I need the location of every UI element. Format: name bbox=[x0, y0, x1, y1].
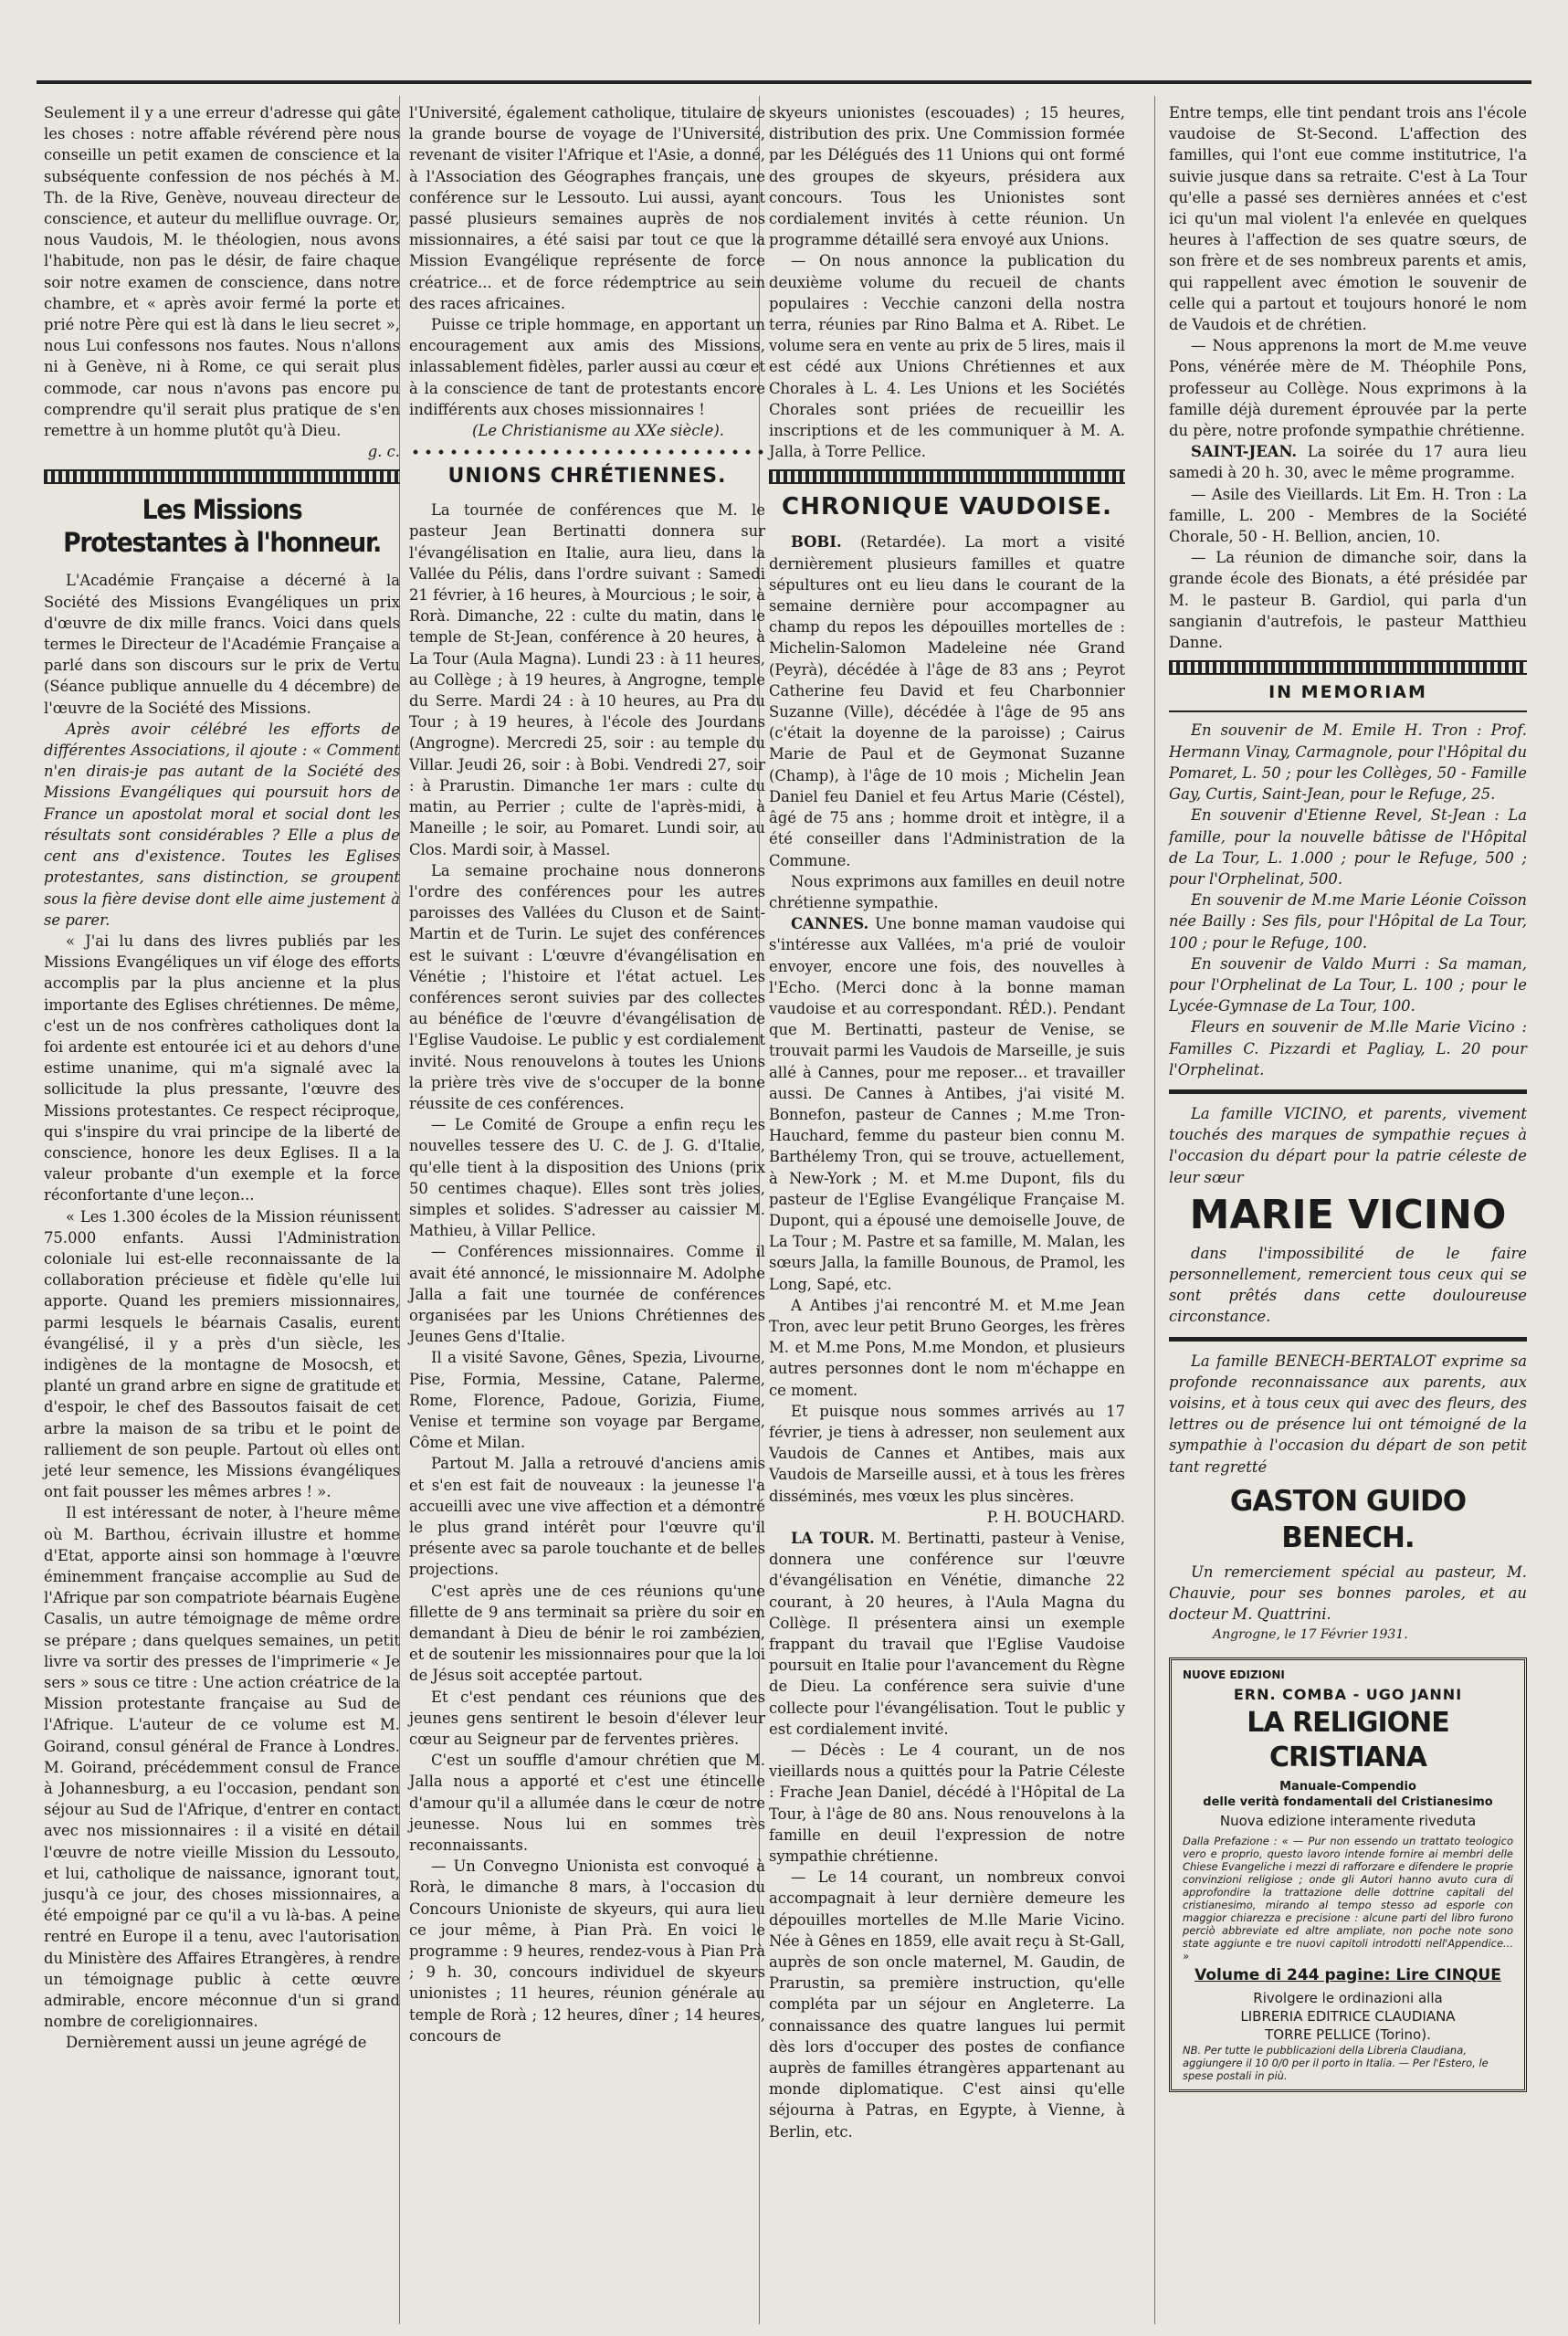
paragraph: Puisse ce triple hommage, en apportant un encouragement aux amis des Missions, inlassablement fidèles, parler aussi au cœur et à la conscience de tant de protestants encore indifférents aux choses missionnaires ! bbox=[409, 316, 765, 418]
paragraph: Et puisque nous sommes arrivés au 17 février, je tiens à adresser, non seulement aux Vaudois de Cannes et Antibes, mais aux Vaudois de Marseille aussi, et à tous les frères disséminés, mes vœux les plus sincères. bbox=[769, 1402, 1125, 1505]
memoriam-entry: En souvenir de M.me Marie Léonie Coïsson née Bailly : Ses fils, pour l'Hôpital de La Tour, 100 ; pour le Refuge, 100. bbox=[1169, 891, 1527, 952]
notice-text: La famille BENECH-BERTALOT exprime sa profonde reconnaissance aux parents, aux voisins, et à tous ceux qui avec des fleurs, des lettres ou de présence lui ont témoigné de la sympathie à l'occasion du départ de son petit tant regretté bbox=[1169, 1352, 1527, 1476]
ad-subtitle: Manuale-Compendio bbox=[1279, 1779, 1416, 1794]
place-name: LA TOUR. bbox=[791, 1530, 875, 1547]
paragraph: C'est un souffle d'amour chrétien que M. Jalla nous a apporté et c'est une étincelle d'amour qu'il a allumée dans le cœur de notre jeunesse. Nous lui en sommes très reconnaissants. bbox=[409, 1752, 765, 1855]
notice-name: MARIE VICINO bbox=[1189, 1191, 1507, 1238]
paragraph: Après avoir célébré les efforts de différentes Associations, il ajoute : « Comment n'en dirais-je pas autant de la Société des Missions Evangéliques qui poursuit hors de France un apostolat moral et social dont les résultats sont considérables ? Elle a plus de cent ans d'existence. Toutes les Eglises protestantes, sans distinction, se groupent sous la fière devise dont elle aime justement à se parer. bbox=[44, 720, 400, 929]
paragraph: Nous exprimons aux familles en deuil notre chrétienne sympathie. bbox=[769, 872, 1125, 911]
paragraph: C'est après une de ces réunions qu'une fillette de 9 ans terminait sa prière du soir en demandant à Dieu de bénir le roi zambézien, et de soutenir les missionnaires pour que la loi de Jésus soit acceptée partout. bbox=[409, 1582, 765, 1685]
paragraph: Seulement il y a une erreur d'adresse qui gâte les choses : notre affable révérend père nous conseille un petit examen de conscience et la subséquente confession de nos péchés à M. Th. de la Rive, Genève, nouveau directeur de conscience, et auteur du melliflue ouvrage. Or, nous Vaudois, M. le théologien, nous avons l'habitude, non pas le désir, de faire chaque soir notre examen de conscience, dans notre chambre, et « après avoir fermé la porte et prié notre Père qui est là dans le lieu secret », nous Lui confessons nos fautes. Nous n'allons ni à Genève, ni à Rome, ce qui serait plus commode, car nous n'avons pas encore pu comprendre qu'il serait plus pratique de s'en remettre à un homme plutôt qu'à Dieu. bbox=[44, 104, 400, 440]
paragraph-text: Une bonne maman vaudoise qui s'intéresse aux Vallées, m'a prié de vouloir envoyer, encore une fois, des nouvelles à l'Echo. (Merci donc à la bonne maman vaudoise et au correspondant. RÉD.). Pendant que M. Bertinatti, pasteur de Venise, se trouvait parmi les Vaudois de Marseille, je suis allé à Cannes, pour me reposer... et travailler aussi. De Cannes à Antibes, j'ai visité M. Bonnefon, pasteur de Cannes ; M.me Tron-Hauchard, femme du pasteur bien connu M. Barthélemy Tron, qui se trouve, actuellement, à New-York ; M. et M.me Dupont, fils du pasteur de l'Eglise Evangélique Française M. Dupont, qui a épousé une demoiselle Jouve, de La Tour ; M. Pastre et sa famille, M. Malan, les sœurs Jalla, la famille Bounous, de Pramol, les Long, Sapé, etc. bbox=[769, 915, 1125, 1293]
ad-title: LA RELIGIONE CRISTIANA bbox=[1247, 1706, 1449, 1773]
notice-text: dans l'impossibilité de le faire personnellement, remercient tous ceux qui se sont prêtés dans cette douloureuse circonstance. bbox=[1169, 1244, 1527, 1326]
paragraph-text: La soirée du 17 aura lieu samedi à 20 h. 30, avec le même programme. bbox=[1169, 443, 1527, 482]
ad-order: TORRE PELLICE (Torino). bbox=[1265, 2026, 1431, 2043]
paragraph: — On nous annonce la publication du deuxième volume du recueil de chants populaires : Vecchie canzoni della nostra terra, réunies par Rino Balma et A. Ribet. Le volume sera en vente au prix de 5 lires, mais il est cédé aux Unions Chrétiennes et aux Chorales à L. 4. Les Unions et les Sociétés Chorales sont priées de recueillir les inscriptions et de les communiquer à M. A. Jalla, à Torre Pellice. bbox=[769, 252, 1125, 461]
rule bbox=[1169, 1089, 1527, 1094]
paragraph-text: (Retardée). La mort a visité dernièrement plusieurs familles et quatre sépultures ont eu lieu dans le courant de la semaine dernière pour accompagner au champ du repos les dépouilles mortelles de : Michelin-Salomon Madeleine née Grand (Peyrà), décédée à l'âge de 83 ans ; Peyrot Catherine feu David et feu Charbonnier Suzanne (Ville), décédée à l'âge de 95 ans (c'était la doyenne de la paroisse) ; Cairus Marie de Paul et de Geymonat Suzanne (Champ), à l'âge de 10 mois ; Michelin Jean Daniel feu Daniel et feu Artus Marie (Céstel), âgé de 75 ans ; homme droit et intègre, il a été conseiller dans l'Administration de la Commune. bbox=[769, 533, 1126, 869]
paragraph bbox=[769, 1528, 1125, 1740]
paragraph: Il est intéressant de noter, à l'heure même où M. Barthou, écrivain illustre et homme d'Etat, apporte ainsi son hommage à l'œuvre éminemment française accomplie au Sud de l'Afrique par son compatriote béarnais Eugène Casalis, un autre témoignage de même ordre se prépare ; dans quelques semaines, un petit livre va sortir des presses de l'imprimerie « Je sers » sous ce titre : Une action créatrice de la Mission protestante française au Sud de l'Afrique. L'auteur de ce volume est M. Goirand, consul général de France à Londres. M. Goirand, précédemment consul de France à Johannesburg, a eu l'occasion, pendant son séjour au Sud de l'Afrique, d'entrer en contact avec nos missionnaires : il a visité en détail l'œuvre de notre vieille Mission du Lessouto, et lui, catholique de naissance, ignorant tout, jusqu'à ce jour, des choses missionnaires, a été empoigné par ce qu'il a vu là-bas. A peine rentré en Europe il a tenu, avec l'autorisation du Ministère des Affaires Etrangères, à rendre un témoignage public à cette œuvre admirable, encore méconnue d'un si grand nombre de coreligionnaires. bbox=[44, 1504, 400, 2031]
ad-preface: Dalla Prefazione : « — Pur non essendo un trattato teologico vero e proprio, questo lavoro intende fornire ai membri delle Chiese Evangeliche i mezzi di rafforzare e difendere le proprie convinzioni religiose ; onde gli Autori hanno avuto cura di approfondire la trattazione delle dottrine capitali del cristianesimo, mirando al tempo stesso ad esporle con maggior chiarezza e precisione : alcune parti del libro furono perciò abbreviate ed altre ampliate, non poche note sono state aggiunte e tre nuovi capitoli introdotti nell'Appendice... » bbox=[1183, 1834, 1513, 1962]
signature: P. H. BOUCHARD. bbox=[986, 1508, 1125, 1526]
paragraph: — Asile des Vieillards. Lit Em. H. Tron : La famille, L. 200 - Membres de la Société Chorale, 50 - H. Bellion, ancien, 10. bbox=[1169, 485, 1527, 546]
notice-name: GASTON GUIDO BENECH. bbox=[1229, 1484, 1467, 1554]
paragraph: La tournée de conférences que M. le pasteur Jean Bertinatti donnera sur l'évangélisation en Italie, aura lieu, dans la Vallée du Pélis, dans l'ordre suivant : Samedi 21 février, à 16 heures, à Mourcious ; le soir, à Rorà. Dimanche, 22 : culte du matin, dans le temple de St-Jean, conférence à 20 heures, à La Tour (Aula Magna). Lundi 23 : à 11 heures, au Collège ; à 19 heures, à Angrogne, temple du Serre. Mardi 24 : à 10 heures, au Pra du Tour ; à 19 heures, à l'école des Jourdans (Angrogne). Mercredi 25, soir : au temple du Villar. Jeudi 26, soir : à Bobi. Vendredi 27, soir : à Prarustin. Dimanche 1er mars : culte du matin, au Perrier ; culte de l'après-midi, à Maneille ; le soir, au Pomaret. Lundi soir, au Clos. Mardi soir, à Massel. bbox=[409, 501, 765, 858]
column-1 bbox=[44, 102, 400, 2054]
paragraph bbox=[769, 913, 1125, 1295]
paragraph: — Conférences missionnaires. Comme il avait été annoncé, le missionnaire M. Adolphe Jalla a fait une tournée de conférences organisées par les Unions Chrétiennes des Jeunes Gens d'Italie. bbox=[409, 1243, 765, 1346]
paragraph: Et c'est pendant ces réunions que des jeunes gens sentirent le besoin d'élever leur cœur au Seigneur par de ferventes prières. bbox=[409, 1688, 765, 1749]
ad-volume: Volume di 244 pagine: Lire CINQUE bbox=[1194, 1965, 1501, 1984]
ornament-divider bbox=[769, 469, 1125, 484]
paragraph bbox=[1169, 441, 1527, 483]
notice-text: Un remerciement spécial au pasteur, M. Chauvie, pour ses bonnes paroles, et au docteur M. Quattrini. bbox=[1169, 1563, 1527, 1624]
notice-text: La famille VICINO, et parents, vivement touchés des marques de sympathie reçues à l'occasion du départ pour la patrie céleste de leur sœur bbox=[1169, 1104, 1527, 1186]
memoriam-heading: IN MEMORIAM bbox=[1268, 682, 1427, 703]
paragraph: Dernièrement aussi un jeune agrégé de bbox=[66, 2034, 367, 2052]
article-heading: UNIONS CHRÉTIENNES. bbox=[447, 465, 727, 489]
ad-edition: Nuova edizione interamente riveduta bbox=[1219, 1812, 1477, 1829]
ad-nb: NB. Per tutte le pubblicazioni della Libreria Claudiana, aggiungere il 10 0/0 per il porto in Italia. — Per l'Estero, le spese postali in più. bbox=[1183, 2043, 1489, 2082]
memoriam-entry: En souvenir de M. Emile H. Tron : Prof. Hermann Vinay, Carmagnole, pour l'Hôpital du Pomaret, L. 50 ; pour les Collèges, 50 - Famille Gay, Curtis, Saint-Jean, pour le Refuge, 25. bbox=[1169, 721, 1527, 804]
paragraph: La semaine prochaine nous donnerons l'ordre des conférences pour les autres paroisses des Vallées du Cluson et de Saint-Martin et de Turin. Le sujet des conférences est le suivant : L'œuvre d'évangélisation en Vénétie ; l'histoire et l'état actuel. Les conférences seront suivies par des collectes au bénéfice de l'œuvre d'évangélisation de l'Eglise Vaudoise. Le public y est cordialement invité. Nous renouvelons à toutes les Unions la prière très vive de s'occuper de la bonne réussite de ces conférences. bbox=[409, 861, 765, 1112]
book-advertisement bbox=[1169, 1657, 1527, 2092]
place-name: BOBI. bbox=[791, 533, 842, 552]
place-name: CANNES. bbox=[791, 915, 869, 933]
rule bbox=[1169, 1337, 1527, 1342]
dotted-divider bbox=[409, 448, 765, 456]
article-heading: CHRONIQUE VAUDOISE. bbox=[782, 493, 1112, 521]
memoriam-entry: Fleurs en souvenir de M.lle Marie Vicino : Familles C. Pizzardi et Pagliay, L. 20 pour l'Orphelinat. bbox=[1169, 1018, 1527, 1079]
top-rule bbox=[37, 80, 1531, 84]
paragraph: — Décès : Le 4 courant, un de nos vieillards nous a quittés pour la Patrie Céleste : Frache Jean Daniel, décédé à l'Hôpital de La Tour, à l'âge de 80 ans. Nous renouvelons à la famille en deuil l'expression de notre sympathie chrétienne. bbox=[769, 1741, 1125, 1866]
ornament-divider bbox=[1169, 660, 1527, 675]
paragraph: — Nous apprenons la mort de M.me veuve Pons, vénérée mère de M. Théophile Pons, professeur au Collège. Nous exprimons à la famille déjà durement éprouvée par la perte du père, notre profonde sympathie chrétienne. bbox=[1169, 337, 1527, 440]
article-heading: Les Missions Protestantes à l'honneur. bbox=[63, 494, 381, 559]
paragraph: — La réunion de dimanche soir, dans la grande école des Bionats, a été présidée par M. le pasteur B. Gardiol, qui parla d'un sangianin d'autrefois, le pasteur Matthieu Danne. bbox=[1169, 549, 1527, 652]
paragraph: Il a visité Savone, Gênes, Spezia, Livourne, Pise, Formia, Messine, Catane, Palerme, Rome, Florence, Padoue, Gorizia, Fiume, Venise et termine son voyage par Bergame, Côme et Milan. bbox=[409, 1349, 765, 1452]
paragraph: — Le 14 courant, un nombreux convoi accompagnait à leur dernière demeure les dépouilles mortelles de M.lle Marie Vicino. Née à Gênes en 1859, elle avait reçu à St-Gall, auprès de son oncle maternel, M. Gaudin, de Prarustin, sa première instruction, qu'elle compléta par un séjour en Angleterre. La connaissance des quatre langues lui permit dès lors d'occuper des postes de confiance auprès de familles étrangères appartenant au monde diplomatique. C'est ainsi qu'elle séjourna à Patras, en Egypte, à Vienne, à Berlin, etc. bbox=[769, 1868, 1125, 2141]
column-3 bbox=[769, 102, 1125, 2142]
paragraph: — Un Convegno Unionista est convoqué à Rorà, le dimanche 8 mars, à l'occasion du Concours Unioniste de skyeurs, qui aura lieu ce jour même, à Pian Prà. En voici le programme : 9 heures, rendez-vous à Pian Prà ; 9 h. 30, concours individuel de skyeurs unionistes ; 11 heures, réunion générale au temple de Rorà ; 12 heures, dîner ; 14 heures, concours de bbox=[409, 1857, 765, 2045]
column-2 bbox=[409, 102, 765, 2047]
column-4 bbox=[1169, 102, 1527, 2092]
notice-date: Angrogne, le 17 Février 1931. bbox=[1213, 1627, 1408, 1643]
paragraph bbox=[769, 531, 1125, 870]
place-name: SAINT-JEAN. bbox=[1191, 443, 1298, 461]
paragraph: l'Université, également catholique, titulaire de la grande bourse de voyage de l'Université, revenant de visiter l'Afrique et l'Asie, a donné, à l'Association des Géographes français, une conférence sur le Lessouto. Lui aussi, ayant passé plusieurs semaines auprès de nos missionnaires, a été saisi par tout ce que la Mission Evangélique représente de force créatrice... et de force rédemptrice au sein des races africaines. bbox=[409, 104, 765, 312]
signature: g. c. bbox=[367, 443, 400, 461]
memoriam-entry: En souvenir de Valdo Murri : Sa maman, pour l'Orphelinat de La Tour, L. 100 ; pour le Lycée-Gymnase de La Tour, 100. bbox=[1169, 954, 1527, 1015]
ornament-divider bbox=[44, 469, 400, 484]
paragraph: A Antibes j'ai rencontré M. et M.me Jean Tron, avec leur petit Bruno Georges, les frères M. et M.me Pons, M.me Mondon, et plusieurs autres personnes dont le nom m'échappe en ce moment. bbox=[769, 1296, 1125, 1399]
paragraph: L'Académie Française a décerné à la Société des Missions Evangéliques un prix d'œuvre de dix mille francs. Voici dans quels termes le Directeur de l'Académie Française a parlé dans son discours sur le prix de Vertu (Séance publique annuelle du 4 décembre) de l'œuvre de la Société des Missions. bbox=[44, 572, 400, 717]
paragraph-text: M. Bertinatti, pasteur à Venise, donnera une conférence sur l'œuvre d'évangélisation en Vénétie, dimanche 22 courant, à 20 heures, à l'Aula Magna du Collège. Il présentera ainsi un exemple frappant du travail que l'Eglise Vaudoise poursuit en Italie pour l'avancement du Règne de Dieu. La conférence sera suivie d'une collecte pour l'évangélisation. Tout le public y est cordialement invité. bbox=[769, 1530, 1125, 1738]
paragraph: Entre temps, elle tint pendant trois ans l'école vaudoise de St-Second. L'affection des familles, qui l'ont eue comme institutrice, l'a suivie jusque dans sa retraite. C'est à La Tour qu'elle a passé ses dernières années et c'est ici qu'un mal violent l'a enlevée en quelques heures à l'affection de ses quatre sœurs, de son frère et de ses nombreux parents et amis, qui rappellent avec émotion le souvenir de celle qui a partout et toujours honoré le nom de Vaudois et de chrétien. bbox=[1169, 104, 1527, 334]
paragraph: Partout M. Jalla a retrouvé d'anciens amis et s'en est fait de nouveaux : la jeunesse l'a accueilli avec une vive affection et a démontré le plus grand intérêt pour l'œuvre qu'il présente avec sa parole touchante et de belles projections. bbox=[409, 1455, 765, 1579]
column-divider bbox=[1154, 96, 1155, 2324]
source-citation: (Le Christianisme au XXe siècle). bbox=[472, 422, 724, 440]
ad-subtitle: delle verità fondamentali del Cristianesimo bbox=[1203, 1794, 1493, 1809]
ad-order: Rivolgere le ordinazioni alla bbox=[1253, 1989, 1443, 2006]
ad-order: LIBRERIA EDITRICE CLAUDIANA bbox=[1240, 2007, 1456, 2025]
memoriam-entry: En souvenir d'Etienne Revel, St-Jean : La famille, pour la nouvelle bâtisse de l'Hôpital de La Tour, L. 1.000 ; pour le Refuge, 500 ; pour l'Orphelinat, 500. bbox=[1169, 806, 1527, 888]
ad-authors: ERN. COMBA - UGO JANNI bbox=[1233, 1685, 1463, 1703]
rule bbox=[1169, 710, 1527, 712]
paragraph: « Les 1.300 écoles de la Mission réunissent 75.000 enfants. Aussi l'Administration coloniale lui est-elle reconnaissante de la collaboration précieuse et fidèle qu'elle lui apporte. Quand les premiers missionnaires, parmi lesquels le béarnais Casalis, eurent évangélisé, il y a près d'un siècle, les indigènes de la montagne de Mosocsh, et planté un grand arbre en signe de gratitude et d'espoir, le chef des Bassoutos faisait de cet arbre la maison de sa tribu et le point de ralliement de son peuple. Partout où elles ont jeté leur semence, les Missions évangéliques ont fait pousser les mêmes arbres ! ». bbox=[44, 1207, 400, 1501]
paragraph: « J'ai lu dans des livres publiés par les Missions Evangéliques un vif éloge des efforts accomplis par la plus ancienne et la plus importante des Eglises chrétiennes. De même, c'est un de nos confrères catholiques dont la foi ardente est entourée ici et au dehors d'une estime unanime, qui m'a signalé avec la sollicitude la plus pressante, l'œuvre des Missions protestantes. Ce respect réciproque, qui s'inspire du vrai principe de la liberté de conscience, honore les deux Eglises. Il a la valeur probante d'un exemple et la force réconfortante d'une leçon... bbox=[44, 931, 400, 1205]
paragraph: skyeurs unionistes (escouades) ; 15 heures, distribution des prix. Une Commission formée par les Délégués des 11 Unions qui ont formé des groupes de skyeurs, présidera aux concours. Tous les Unionistes sont cordialement invités à cette réunion. Un programme détaillé sera envoyé aux Unions. bbox=[769, 104, 1125, 249]
ad-tag: NUOVE EDIZIONI bbox=[1183, 1668, 1285, 1681]
paragraph: — Le Comité de Groupe a enfin reçu les nouvelles tessere des U. C. de J. G. d'Italie, qu'elle tient à la disposition des Unions (prix 50 centimes chaque). Elles sont très jolies, simples et solides. S'adresser au caissier M. Mathieu, à Villar Pellice. bbox=[409, 1116, 765, 1240]
